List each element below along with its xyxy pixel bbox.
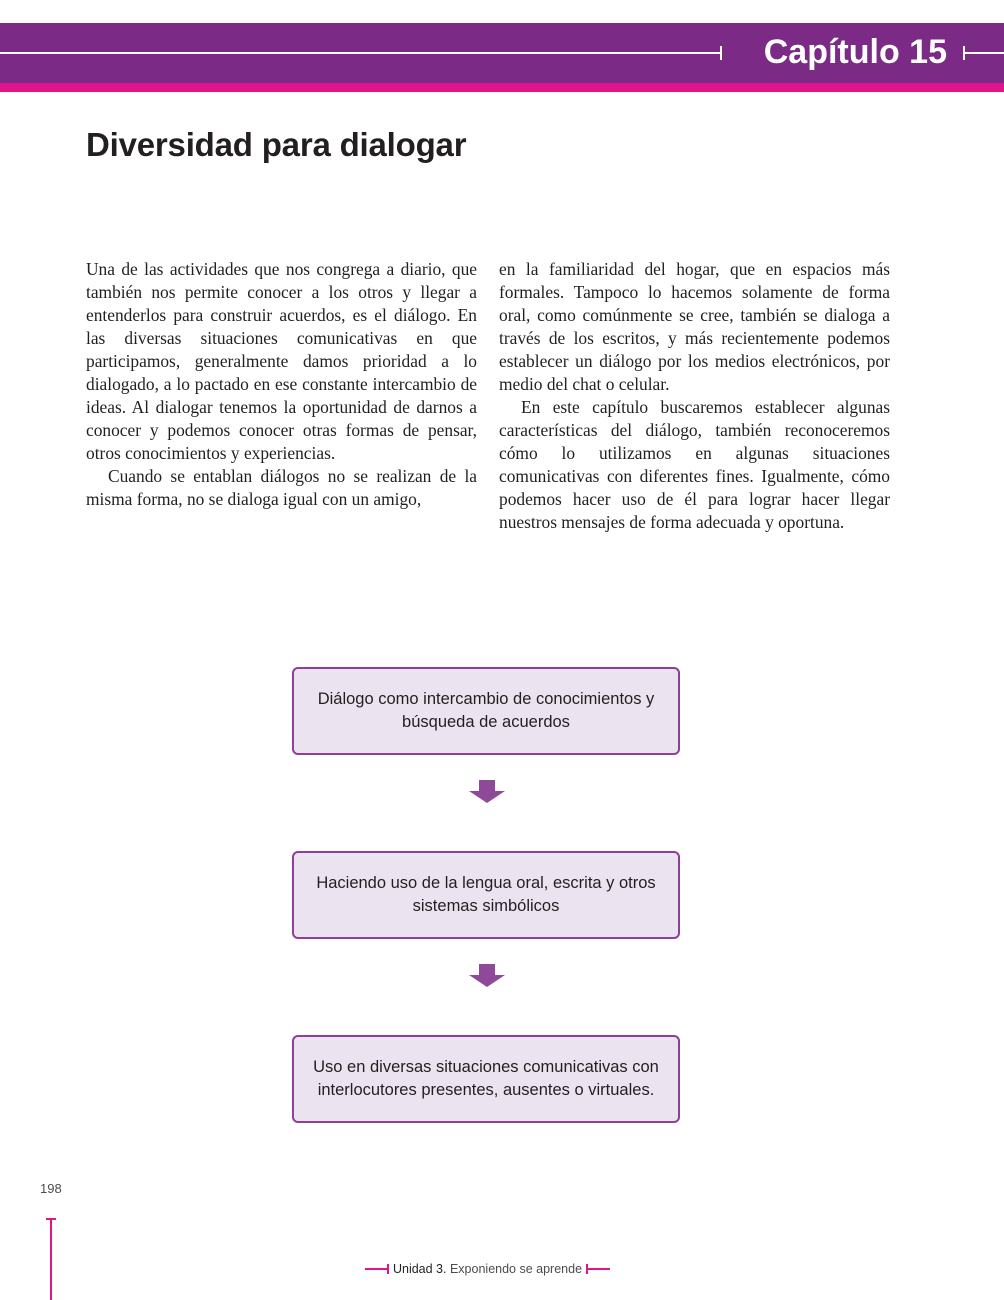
- header-rule-right: [963, 52, 1004, 54]
- paragraph: Una de las actividades que nos congrega a diario, que también nos permite conocer a los otros y llegar a entenderlos para construir acuerdos, es el diálogo. En las diversas situaciones comunicativas en que participamos, generalmente damos prioridad a lo dialogado, a lo pactado en ese constante intercambio de ideas. Al dialogar tenemos la oportunidad de darnos a conocer y podemos conocer otras formas de pensar, otros conocimientos y experiencias.: [86, 259, 477, 463]
- body-column-right: [499, 258, 890, 534]
- page-number: 198: [40, 1181, 62, 1196]
- paragraph: en la familiaridad del hogar, que en espacios más formales. Tampoco lo hacemos solamente de forma oral, como comúnmente se cree, también se dialoga a través de los escritos, y más recientemente podemos establecer un diálogo por los medios electrónicos, por medio del chat o celular.: [499, 259, 890, 394]
- margin-rule-tick: [46, 1218, 56, 1220]
- chapter-title: Capítulo 15: [763, 33, 947, 71]
- flow-box-text: Uso en diversas situaciones comunicativas con interlocutores presentes, ausentes o virtuales.: [313, 1058, 659, 1099]
- down-arrow-icon: [467, 964, 507, 988]
- footer-unit-title: Exponiendo se aprende: [449, 1262, 583, 1276]
- paragraph: En este capítulo buscaremos establecer algunas características del diálogo, también reconoceremos cómo lo utilizamos en algunas situaciones comunicativas con diferentes fines. Igualmente, cómo podemos hacer uso de él para lograr hacer llegar nuestros mensajes de forma adecuada y oportuna.: [499, 397, 890, 532]
- down-arrow-icon: [467, 780, 507, 804]
- body-column-left: [86, 258, 477, 511]
- flow-box-text: Haciendo uso de la lengua oral, escrita y otros sistemas simbólicos: [316, 874, 656, 915]
- margin-rule: [50, 1218, 52, 1300]
- flow-box-communicative-situations: [292, 1035, 680, 1123]
- flow-box-dialogue-exchange: [292, 667, 680, 755]
- page-title: Diversidad para dialogar: [86, 126, 467, 163]
- paragraph: Cuando se entablan diálogos no se realizan de la misma forma, no se dialoga igual con un amigo,: [86, 466, 477, 509]
- header-rule-right-tick: [963, 46, 965, 60]
- footer-rule-right: [586, 1268, 610, 1270]
- flow-box-text: Diálogo como intercambio de conocimientos y búsqueda de acuerdos: [317, 690, 655, 731]
- header-rule-left: [0, 52, 722, 54]
- footer-rule-left: [365, 1268, 389, 1270]
- flow-box-language-use: [292, 851, 680, 939]
- header-rule-left-tick: [720, 46, 722, 60]
- footer-unit-number: Unidad 3.: [392, 1262, 447, 1276]
- footer-unit-label: [360, 1259, 615, 1279]
- chapter-header-stripe: [0, 83, 1004, 92]
